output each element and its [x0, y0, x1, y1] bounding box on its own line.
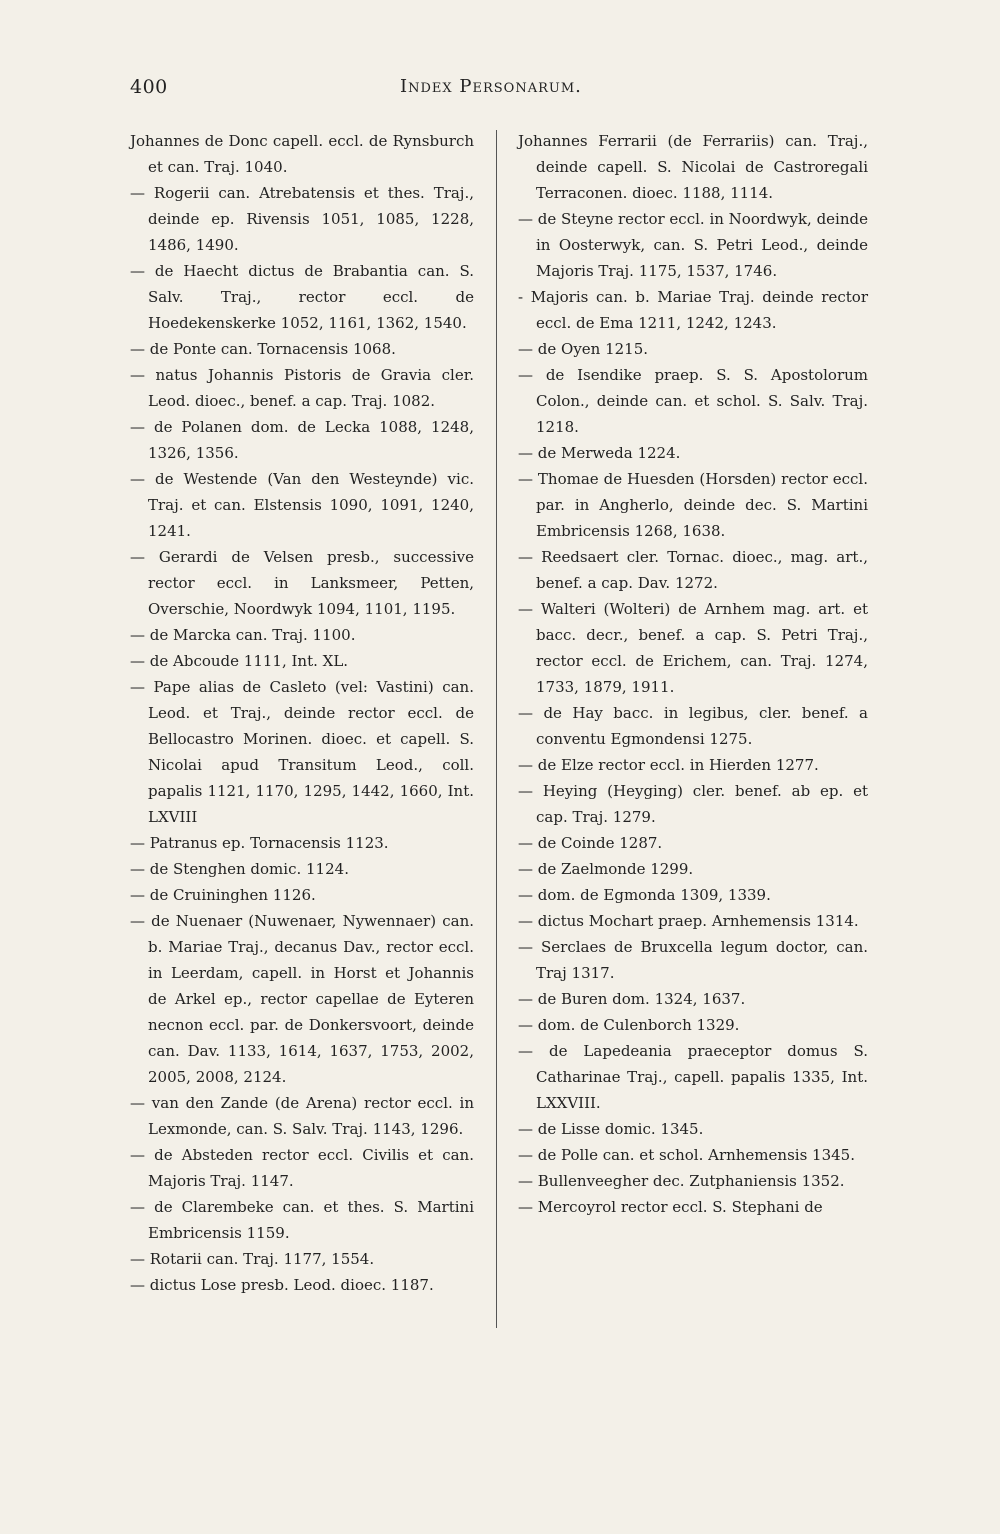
index-entry: — de Marcka can. Traj. 1100.: [130, 626, 356, 644]
index-entry: — de Lisse domic. 1345.: [518, 1120, 704, 1138]
index-entry: — Rotarii can. Traj. 1177, 1554.: [130, 1250, 375, 1268]
index-entry: — de Coinde 1287.: [518, 834, 663, 852]
index-entry: — de Buren dom. 1324, 1637.: [518, 990, 746, 1008]
index-entry: Johannes Ferrarii (de Ferrariis) can. Traj., deinde capell. S. Nicolai de Castroregali Terraconen. dioec. 1188, 1114.: [518, 132, 868, 202]
index-entry: — dom. de Egmonda 1309, 1339.: [518, 886, 771, 904]
index-entry: — de Zaelmonde 1299.: [518, 860, 694, 878]
index-entry: — de Hay bacc. in legibus, cler. benef. a conventu Egmondensi 1275.: [518, 704, 868, 748]
index-entry: — de Polle can. et schol. Arnhemensis 1345.: [518, 1146, 855, 1164]
index-entry: — Mercoyrol rector eccl. S. Stephani de: [518, 1198, 823, 1216]
index-entry: — Pape alias de Casleto (vel: Vastini) can. Leod. et Traj., deinde rector eccl. de Bellocastro Morinen. dioec. et capell. S. Nicolai apud Transitum Leod., coll. papalis 1121, 1170, 1295, 1442, 1660, Int. LXVIII: [130, 678, 474, 826]
index-entry: — de Lapedeania praeceptor domus S. Catharinae Traj., capell. papalis 1335, Int. LXXVIII.: [518, 1042, 868, 1112]
index-entry: — Reedsaert cler. Tornac. dioec., mag. art., benef. a cap. Dav. 1272.: [518, 548, 868, 592]
index-entry: — de Westende (Van den Westeynde) vic. Traj. et can. Elstensis 1090, 1091, 1240, 1241.: [130, 470, 474, 540]
index-entry: — de Nuenaer (Nuwenaer, Nywennaer) can. b. Mariae Traj., decanus Dav., rector eccl. in Leerdam, capell. in Horst et Johannis de Arkel ep., rector capellae de Eyteren necnon eccl. par. de Donkersvoort, deinde can. Dav. 1133, 1614, 1637, 1753, 2002, 2005, 2008, 2124.: [130, 912, 474, 1086]
index-entry: — dom. de Culenborch 1329.: [518, 1016, 740, 1034]
index-columns: [130, 128, 870, 1328]
index-entry: — de Elze rector eccl. in Hierden 1277.: [518, 756, 819, 774]
index-entry: — Thomae de Huesden (Horsden) rector eccl. par. in Angherlo, deinde dec. S. Martini Embricensis 1268, 1638.: [518, 470, 868, 540]
index-entry: — van den Zande (de Arena) rector eccl. in Lexmonde, can. S. Salv. Traj. 1143, 1296.: [130, 1094, 474, 1138]
index-entry: - Majoris can. b. Mariae Traj. deinde rector eccl. de Ema 1211, 1242, 1243.: [518, 288, 868, 332]
running-title: Index Personarum.: [400, 76, 582, 97]
index-entry: — Serclaes de Bruxcella legum doctor, can. Traj 1317.: [518, 938, 868, 982]
page-number: 400: [130, 76, 168, 98]
index-entry: — de Haecht dictus de Brabantia can. S. Salv. Traj., rector eccl. de Hoedekenskerke 1052, 1161, 1362, 1540.: [130, 262, 474, 332]
index-entry: — Heying (Heyging) cler. benef. ab ep. et cap. Traj. 1279.: [518, 782, 868, 826]
index-entry: Johannes de Donc capell. eccl. de Rynsburch et can. Traj. 1040.: [130, 132, 474, 176]
index-entry: — de Absteden rector eccl. Civilis et can. Majoris Traj. 1147.: [130, 1146, 474, 1190]
page-header: [130, 76, 864, 106]
index-entry: — de Isendike praep. S. S. Apostolorum Colon., deinde can. et schol. S. Salv. Traj. 1218.: [518, 366, 868, 436]
index-entry: — de Abcoude 1111, Int. XL.: [130, 652, 349, 670]
index-entry: — Gerardi de Velsen presb., successive rector eccl. in Lanksmeer, Petten, Overschie, Noordwyk 1094, 1101, 1195.: [130, 548, 474, 618]
right-column: [518, 128, 868, 1220]
index-entry: — Bullenveegher dec. Zutphaniensis 1352.: [518, 1172, 845, 1190]
index-entry: — natus Johannis Pistoris de Gravia cler. Leod. dioec., benef. a cap. Traj. 1082.: [130, 366, 474, 410]
index-entry: — dictus Mochart praep. Arnhemensis 1314.: [518, 912, 859, 930]
column-divider: [496, 130, 497, 1328]
index-entry: — de Cruininghen 1126.: [130, 886, 316, 904]
index-entry: — de Stenghen domic. 1124.: [130, 860, 349, 878]
index-entry: — dictus Lose presb. Leod. dioec. 1187.: [130, 1276, 434, 1294]
index-entry: — de Steyne rector eccl. in Noordwyk, deinde in Oosterwyk, can. S. Petri Leod., deinde Majoris Traj. 1175, 1537, 1746.: [518, 210, 868, 280]
index-entry: — Walteri (Wolteri) de Arnhem mag. art. et bacc. decr., benef. a cap. S. Petri Traj., rector eccl. de Erichem, can. Traj. 1274, 1733, 1879, 1911.: [518, 600, 868, 696]
index-entry: — de Ponte can. Tornacensis 1068.: [130, 340, 396, 358]
index-entry: — de Polanen dom. de Lecka 1088, 1248, 1326, 1356.: [130, 418, 474, 462]
index-entry: — Patranus ep. Tornacensis 1123.: [130, 834, 389, 852]
index-entry: — de Oyen 1215.: [518, 340, 649, 358]
index-entry: — de Merweda 1224.: [518, 444, 681, 462]
index-entry: — de Clarembeke can. et thes. S. Martini Embricensis 1159.: [130, 1198, 474, 1242]
index-entry: — Rogerii can. Atrebatensis et thes. Traj., deinde ep. Rivensis 1051, 1085, 1228, 1486, 1490.: [130, 184, 474, 254]
left-column: [130, 128, 474, 1298]
